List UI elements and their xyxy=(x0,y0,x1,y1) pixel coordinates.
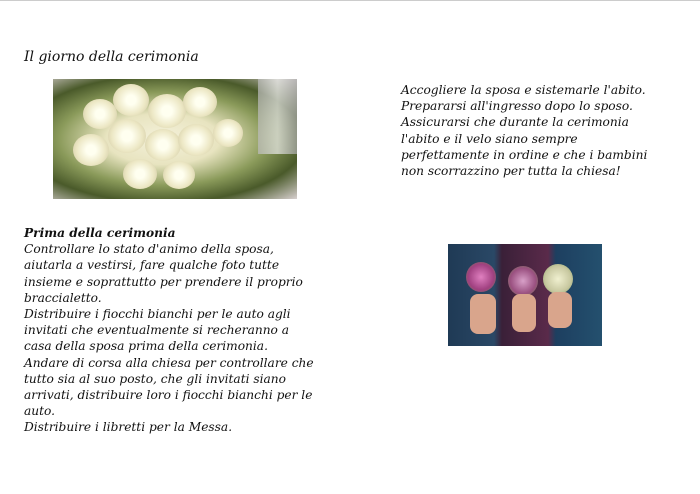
text-line: insieme e soprattutto per prendere il proprio xyxy=(24,274,303,289)
text-line: Distribuire i fiocchi bianchi per le auto agli xyxy=(24,307,291,322)
text-line: braccialetto. xyxy=(24,290,102,305)
before-ceremony-section xyxy=(24,225,314,436)
text-line: Andare di corsa alla chiesa per controllare che xyxy=(24,355,314,370)
text-line: tutto sia al suo posto, che gli invitati siano xyxy=(24,371,286,386)
text-line: Assicurarsi che durante la cerimonia xyxy=(401,115,629,130)
page-top-border xyxy=(0,0,700,1)
text-line: l'abito e il velo siano sempre xyxy=(401,131,578,146)
text-line: aiutarla a vestirsi, fare qualche foto tutte xyxy=(24,258,280,273)
section-heading: Prima della cerimonia xyxy=(24,226,176,240)
page-title: Il giorno della cerimonia xyxy=(24,49,199,65)
text-line: Prepararsi all'ingresso dopo lo sposo. xyxy=(401,99,633,114)
text-line: Accogliere la sposa e sistemarle l'abito. xyxy=(401,83,646,97)
text-line: perfettamente in ordine e che i bambini xyxy=(401,147,648,162)
text-line: Controllare lo stato d'animo della sposa, xyxy=(24,242,274,257)
text-line: Distribuire i libretti per la Messa. xyxy=(24,420,233,435)
text-line: invitati che eventualmente si recheranno a xyxy=(24,323,290,338)
text-line: casa della sposa prima della cerimonia. xyxy=(24,339,268,354)
white-roses-bouquet-image xyxy=(53,79,297,199)
bridesmaids-corsages-image xyxy=(448,244,602,346)
text-line: auto. xyxy=(24,404,56,419)
ceremony-duties-list xyxy=(401,82,647,179)
text-line: arrivati, distribuire loro i fiocchi bianchi per le xyxy=(24,388,313,403)
text-line: non scorrazzino per tutta la chiesa! xyxy=(401,164,621,179)
